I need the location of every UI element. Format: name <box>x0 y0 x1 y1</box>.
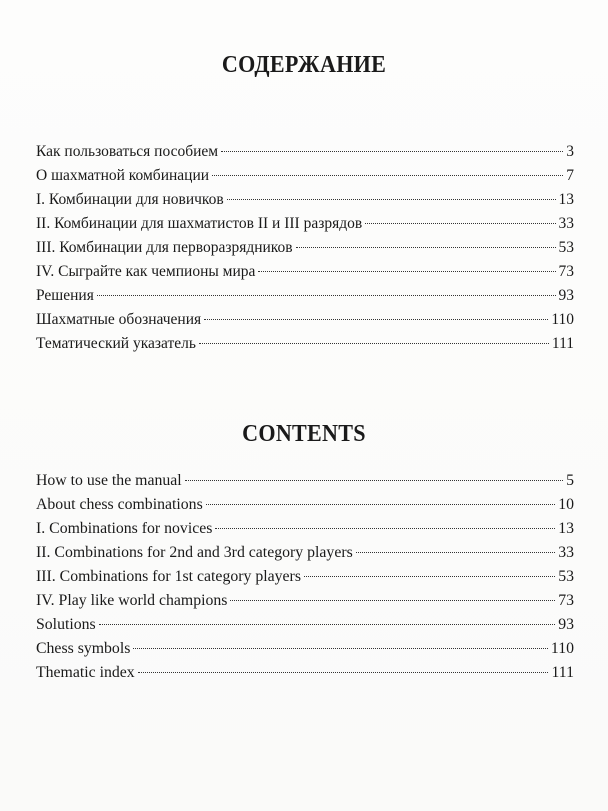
toc-entry-page: 110 <box>550 640 574 657</box>
toc-entry-page: 33 <box>558 544 574 561</box>
toc-entry-page: 10 <box>558 496 574 513</box>
toc-entry-title: Решения <box>36 287 94 304</box>
dot-leader <box>133 648 548 649</box>
toc-entry-page: 7 <box>566 167 574 184</box>
dot-leader <box>138 672 549 673</box>
toc-entry <box>36 236 574 260</box>
dot-leader <box>230 600 555 601</box>
toc-entry <box>36 637 574 661</box>
toc-entry <box>36 212 574 236</box>
toc-entry-title: Шахматные обозначения <box>36 311 202 328</box>
toc-entry-page: 111 <box>551 664 574 681</box>
toc-entry-title: Thematic index <box>36 664 135 681</box>
toc-entry-page: 5 <box>566 472 574 489</box>
toc-entry-page: 110 <box>551 311 574 328</box>
toc-entry-title: О шахматной комбинации <box>36 167 210 184</box>
dot-leader <box>204 319 548 320</box>
toc-entry <box>36 164 574 188</box>
dot-leader <box>206 504 555 505</box>
toc-entry <box>36 565 574 589</box>
dot-leader <box>185 480 563 481</box>
toc-entry <box>36 613 574 637</box>
toc-entry-page: 111 <box>551 335 574 352</box>
toc-entry-title: II. Комбинации для шахматистов II и III разрядов <box>36 215 363 232</box>
toc-entry-page: 93 <box>558 616 574 633</box>
dot-leader <box>296 247 556 248</box>
toc-entry-title: Solutions <box>36 616 96 633</box>
toc-entry-title: About chess combinations <box>36 496 203 513</box>
toc-entry-title: How to use the manual <box>36 472 182 489</box>
toc-entry <box>36 517 574 541</box>
toc-entry <box>36 308 574 332</box>
toc-entry <box>36 541 574 565</box>
toc-entry-title: I. Комбинации для новичков <box>36 191 224 208</box>
toc-entry <box>36 188 574 212</box>
dot-leader <box>356 552 555 553</box>
toc-entry-page: 93 <box>558 287 574 304</box>
dot-leader <box>227 199 556 200</box>
toc-entry-page: 73 <box>558 263 574 280</box>
toc-entry <box>36 589 574 613</box>
toc-entry-title: Chess symbols <box>36 640 131 657</box>
toc-entry <box>36 469 574 493</box>
english-contents-heading: CONTENTS <box>242 421 366 447</box>
russian-contents-list <box>36 140 574 356</box>
toc-entry-page: 13 <box>558 520 574 537</box>
toc-entry <box>36 260 574 284</box>
toc-entry-title: Как пользоваться пособием <box>36 143 219 160</box>
toc-entry-page: 53 <box>558 239 574 256</box>
dot-leader <box>221 151 563 152</box>
toc-entry-page: 53 <box>558 568 574 585</box>
toc-entry <box>36 493 574 517</box>
toc-entry-title: III. Комбинации для перворазрядников <box>36 239 293 256</box>
toc-entry-page: 3 <box>566 143 574 160</box>
toc-entry-title: IV. Play like world champions <box>36 592 228 609</box>
dot-leader <box>304 576 555 577</box>
toc-entry-title: III. Combinations for 1st category players <box>36 568 301 585</box>
dot-leader <box>199 343 549 344</box>
toc-entry-title: II. Combinations for 2nd and 3rd category players <box>36 544 353 561</box>
toc-entry-page: 73 <box>558 592 574 609</box>
toc-entry-title: IV. Сыграйте как чемпионы мира <box>36 263 256 280</box>
toc-entry <box>36 284 574 308</box>
english-contents-list <box>36 469 574 685</box>
toc-entry <box>36 332 574 356</box>
toc-entry-title: I. Combinations for novices <box>36 520 213 537</box>
toc-entry <box>36 140 574 164</box>
dot-leader <box>99 624 556 625</box>
toc-entry-page: 13 <box>558 191 574 208</box>
dot-leader <box>365 223 555 224</box>
russian-contents-heading: СОДЕРЖАНИЕ <box>221 52 387 78</box>
toc-entry-title: Тематический указатель <box>36 335 196 352</box>
toc-entry <box>36 661 574 685</box>
dot-leader <box>212 175 563 176</box>
dot-leader <box>258 271 555 272</box>
toc-entry-page: 33 <box>558 215 574 232</box>
dot-leader <box>215 528 555 529</box>
dot-leader <box>97 295 556 296</box>
